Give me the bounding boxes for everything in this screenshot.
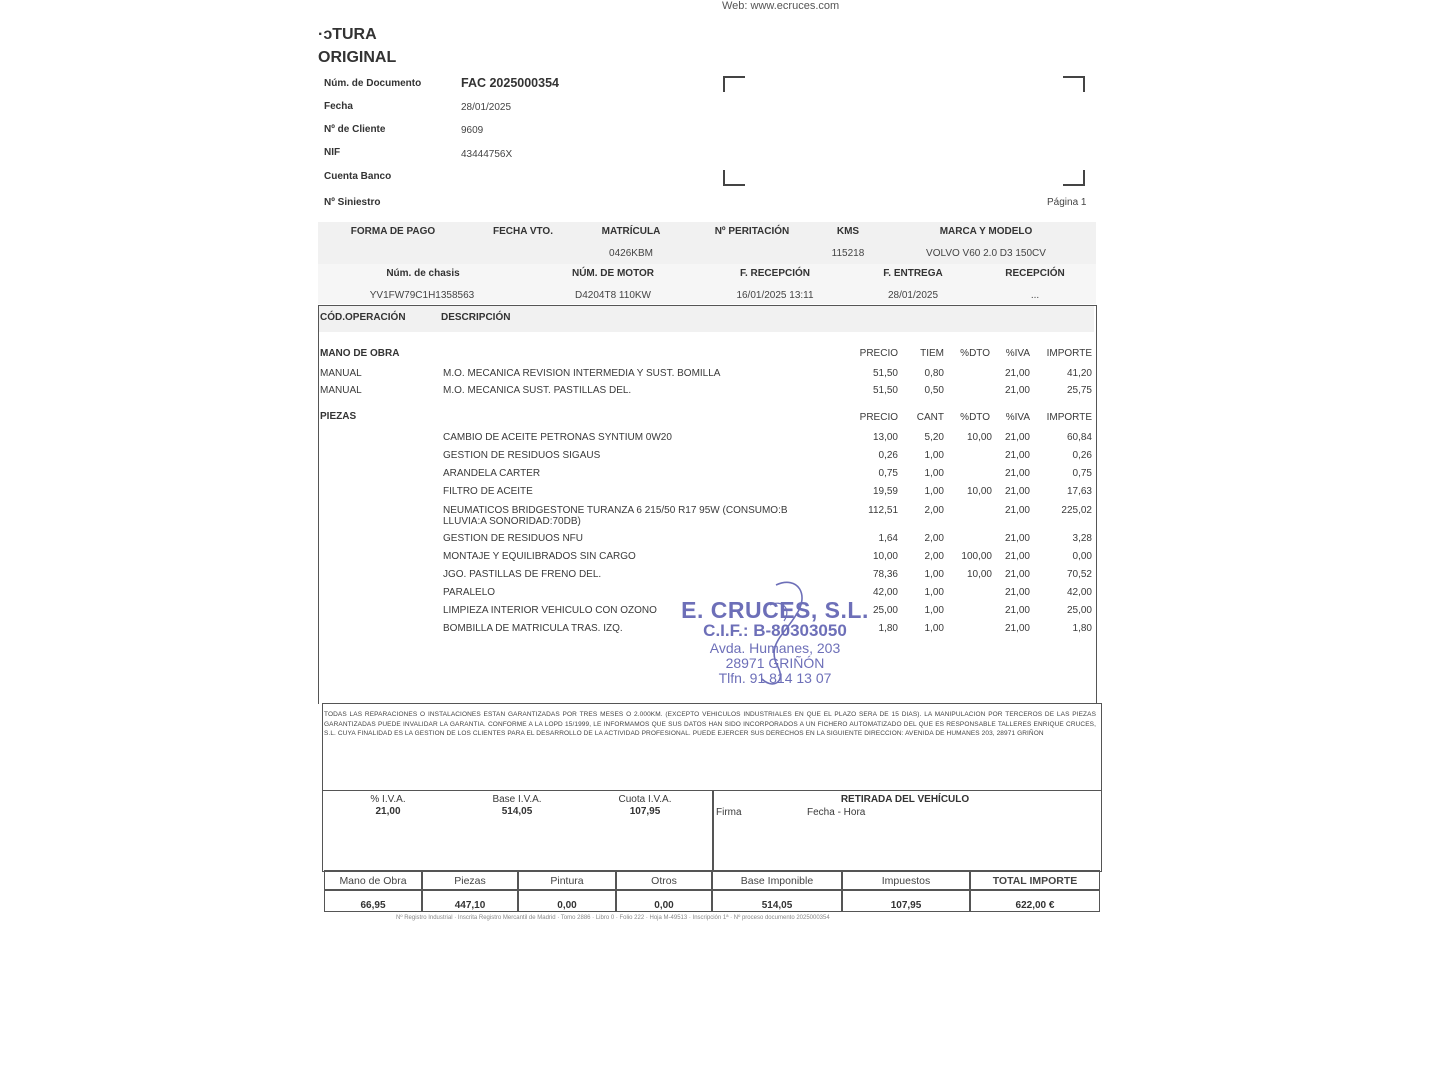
row-description-continued: LLUVIA:A SONORIDAD:70DB): [443, 516, 581, 527]
table-row: [0, 468, 1440, 484]
parts-discount-header: %DTO: [960, 412, 990, 423]
vh-reception-date-header: F. RECEPCIÓN: [739, 268, 810, 279]
row-vat: 21,00: [1004, 533, 1030, 544]
stamp-cif: C.I.F.: B-80303050: [703, 621, 847, 640]
row-qty: 0,80: [924, 368, 944, 379]
row-vat: 21,00: [1004, 605, 1030, 616]
row-vat: 21,00: [1004, 551, 1030, 562]
total-paint-header: Pintura: [550, 875, 584, 887]
total-other-header: Otros: [651, 875, 677, 887]
row-price: 0,75: [878, 468, 898, 479]
row-vat: 21,00: [1004, 569, 1030, 580]
row-description: CAMBIO DE ACEITE PETRONAS SYNTIUM 0W20: [443, 432, 672, 443]
total-base-header: Base Imponible: [740, 875, 814, 887]
row-amount: 25,75: [1066, 385, 1092, 396]
row-price: 25,00: [872, 605, 898, 616]
row-code: MANUAL: [320, 385, 362, 396]
row-description: NEUMATICOS BRIDGESTONE TURANZA 6 215/50 R17 95W (CONSUMO:B: [443, 505, 788, 516]
row-price: 51,50: [872, 385, 898, 396]
row-price: 78,36: [872, 569, 898, 580]
total-base-value: 514,05: [761, 900, 793, 911]
field-value-client: 9609: [461, 125, 484, 136]
row-description: PARALELO: [443, 587, 496, 598]
field-label-date: Fecha: [324, 101, 353, 112]
row-amount: 25,00: [1066, 605, 1092, 616]
row-qty: 2,00: [924, 533, 944, 544]
vh-kms-header: KMS: [836, 226, 860, 237]
vh-engine-header: NÚM. DE MOTOR: [571, 268, 655, 279]
table-row: [0, 569, 1440, 585]
vh-appraisal-header: Nº PERITACIÓN: [714, 226, 790, 237]
total-parts-value: 447,10: [454, 900, 486, 911]
row-price: 1,80: [878, 623, 898, 634]
row-qty: 1,00: [924, 623, 944, 634]
col-description-header: DESCRIPCIÓN: [441, 312, 511, 323]
labor-price-header: PRECIO: [859, 348, 898, 359]
field-value-date: 28/01/2025: [461, 102, 512, 113]
row-discount: 10,00: [966, 432, 992, 443]
row-discount: 10,00: [966, 486, 992, 497]
vh-due-date-header: FECHA VTO.: [492, 226, 553, 237]
row-price: 19,59: [872, 486, 898, 497]
parts-section-title: PIEZAS: [320, 411, 357, 422]
row-description: M.O. MECANICA SUST. PASTILLAS DEL.: [443, 385, 632, 396]
row-amount: 70,52: [1066, 569, 1092, 580]
row-qty: 5,20: [924, 432, 944, 443]
row-description: GESTION DE RESIDUOS SIGAUS: [443, 450, 601, 461]
row-description: ARANDELA CARTER: [443, 468, 541, 479]
pickup-signature-label: Firma: [716, 807, 742, 818]
table-row: [0, 432, 1440, 448]
vh-chassis-header: Núm. de chasis: [386, 268, 460, 279]
table-row: [0, 551, 1440, 567]
items-table-header-band: [319, 306, 1094, 332]
row-description: LIMPIEZA INTERIOR VEHICULO CON OZONO: [443, 605, 657, 616]
row-amount: 0,75: [1072, 468, 1092, 479]
total-labor-value: 66,95: [360, 900, 386, 911]
row-qty: 0,50: [924, 385, 944, 396]
vh-model-header: MARCA Y MODELO: [939, 226, 1033, 237]
total-labor-header: Mano de Obra: [339, 875, 407, 887]
row-description: GESTION DE RESIDUOS NFU: [443, 533, 584, 544]
row-description: FILTRO DE ACEITE: [443, 486, 533, 497]
row-description: M.O. MECANICA REVISION INTERMEDIA Y SUST. BOMILLA: [443, 368, 721, 379]
legal-text: TODAS LAS REPARACIONES O INSTALACIONES ESTAN GARANTIZADAS POR TRES MESES O 2.000KM. (EXCEPTO VEHICULOS INDUSTRIALES EN QUE EL PLAZO SERA DE 15 DIAS). LA MANIPULACION POR TERCEROS DE LAS PIEZAS GARANTIZADAS PUEDE INVALIDAR LA GARANTIA. CONFORME A LA LOPD 15/1999, LE INFORMAMOS QUE SUS DATOS HAN SIDO INCORPORADOS A UN FICHERO AUTOMATIZADO DEL QUE ES RESPONSABLE TALLERES ENRIQUE CRUCES, S.L. CUYA FINALIDAD ES LA GESTION DE LOS CLIENTES PARA EL DESARROLLO DE LA ACTIVIDAD PROFESIONAL. PUEDE EJERCER SUS DERECHOS EN LA SIGUIENTE DIRECCION: AVENIDA DE HUMANES 203, 28971 GRIÑON: [324, 711, 1096, 737]
labor-amount-header: IMPORTE: [1046, 348, 1092, 359]
table-row: [0, 450, 1440, 466]
row-amount: 225,02: [1061, 505, 1092, 516]
row-price: 112,51: [868, 505, 898, 516]
field-label-nif: NIF: [324, 147, 341, 158]
total-amount-value: 622,00 €: [1015, 900, 1055, 911]
table-row: [0, 486, 1440, 502]
row-price: 13,00: [872, 432, 898, 443]
doc-title-line2: ORIGINAL: [318, 49, 397, 66]
row-price: 10,00: [872, 551, 898, 562]
stamp-city: 28971 GRIÑÓN: [725, 655, 825, 671]
total-paint-value: 0,00: [557, 900, 577, 911]
row-qty: 1,00: [924, 587, 944, 598]
vat-amount-header: Cuota I.V.A.: [618, 794, 672, 805]
row-price: 51,50: [872, 368, 898, 379]
stamp-address: Avda. Humanes, 203: [709, 640, 841, 656]
footer-registry-text: Nº Registro Industrial · Inscrita Registro Mercantil de Madrid · Tomo 2886 · Libro 0 · Folio 222 · Hoja M-49513 · Inscripción 1ª · Nº proceso documento 2025000354: [396, 915, 830, 921]
row-qty: 2,00: [924, 505, 944, 516]
row-vat: 21,00: [1004, 468, 1030, 479]
row-amount: 3,28: [1072, 533, 1092, 544]
row-vat: 21,00: [1004, 450, 1030, 461]
row-qty: 1,00: [924, 605, 944, 616]
row-amount: 17,63: [1066, 486, 1092, 497]
stamp-company-name: E. CRUCES, S.L.: [681, 597, 869, 623]
row-qty: 1,00: [924, 486, 944, 497]
vh-delivery-date-value: 28/01/2025: [887, 290, 939, 301]
doc-title-line1: ·ɔTURA: [318, 26, 377, 43]
total-parts-header: Piezas: [454, 875, 486, 887]
pickup-title: RETIRADA DEL VEHÍCULO: [840, 794, 970, 805]
row-vat: 21,00: [1004, 368, 1030, 379]
website-text: Web: www.ecruces.com: [722, 0, 840, 12]
col-code-header: CÓD.OPERACIÓN: [320, 312, 406, 323]
table-row: [0, 533, 1440, 549]
vh-kms-value: 115218: [831, 248, 865, 259]
row-amount: 0,26: [1072, 450, 1092, 461]
pickup-datetime-label: Fecha - Hora: [807, 807, 866, 818]
vat-rate-value: 21,00: [375, 806, 401, 817]
parts-amount-header: IMPORTE: [1046, 412, 1092, 423]
window-corner-top-left: [723, 76, 745, 92]
vh-chassis-value: YV1FW79C1H1358563: [369, 290, 475, 301]
labor-time-header: TIEM: [920, 348, 944, 359]
row-code: MANUAL: [320, 368, 362, 379]
field-value-doc-number: FAC 2025000354: [461, 76, 559, 90]
row-qty: 1,00: [924, 569, 944, 580]
total-taxes-header: Impuestos: [881, 875, 931, 887]
stamp-phone: Tlfn. 91 814 13 07: [718, 670, 832, 686]
table-row: [0, 368, 1440, 384]
field-label-claim: Nº Siniestro: [324, 197, 381, 208]
page-number: Página 1: [1047, 197, 1087, 208]
table-row: [0, 385, 1440, 401]
row-price: 42,00: [872, 587, 898, 598]
row-amount: 0,00: [1072, 551, 1092, 562]
field-label-client: Nº de Cliente: [324, 124, 386, 135]
labor-discount-header: %DTO: [960, 348, 990, 359]
row-vat: 21,00: [1004, 505, 1030, 516]
window-corner-bottom-right: [1063, 170, 1085, 186]
row-amount: 60,84: [1066, 432, 1092, 443]
vat-base-value: 514,05: [501, 806, 533, 817]
vh-delivery-date-header: F. ENTREGA: [883, 268, 943, 279]
row-amount: 41,20: [1066, 368, 1092, 379]
row-description: JGO. PASTILLAS DE FRENO DEL.: [443, 569, 602, 580]
vh-payment-header: FORMA DE PAGO: [350, 226, 436, 237]
vh-plate-value: 0426KBM: [609, 248, 653, 259]
parts-vat-header: %IVA: [1005, 412, 1030, 423]
row-description: MONTAJE Y EQUILIBRADOS SIN CARGO: [443, 551, 636, 562]
row-discount: 100,00: [961, 551, 992, 562]
row-price: 0,26: [878, 450, 898, 461]
row-vat: 21,00: [1004, 385, 1030, 396]
labor-section-title: MANO DE OBRA: [320, 348, 400, 359]
row-vat: 21,00: [1004, 623, 1030, 634]
parts-qty-header: CANT: [916, 412, 944, 423]
vat-amount-value: 107,95: [629, 806, 661, 817]
vh-reception-date-value: 16/01/2025 13:11: [736, 290, 814, 301]
row-amount: 1,80: [1072, 623, 1092, 634]
vh-engine-value: D4204T8 110KW: [575, 290, 651, 301]
vat-rate-header: % I.V.A.: [370, 794, 406, 805]
row-amount: 42,00: [1066, 587, 1092, 598]
row-qty: 1,00: [924, 468, 944, 479]
row-price: 1,64: [878, 533, 898, 544]
row-vat: 21,00: [1004, 432, 1030, 443]
row-description: BOMBILLA DE MATRICULA TRAS. IZQ.: [443, 623, 623, 634]
vh-plate-header: MATRÍCULA: [601, 226, 661, 237]
vat-base-header: Base I.V.A.: [492, 794, 542, 805]
vh-model-value: VOLVO V60 2.0 D3 150CV: [926, 248, 1046, 259]
labor-vat-header: %IVA: [1005, 348, 1030, 359]
total-other-value: 0,00: [654, 900, 674, 911]
field-value-nif: 43444756X: [461, 149, 513, 160]
table-row: [0, 505, 1440, 527]
row-qty: 2,00: [924, 551, 944, 562]
window-corner-bottom-left: [723, 170, 745, 186]
row-vat: 21,00: [1004, 486, 1030, 497]
row-vat: 21,00: [1004, 587, 1030, 598]
field-label-bank: Cuenta Banco: [324, 171, 392, 182]
parts-price-header: PRECIO: [859, 412, 898, 423]
row-discount: 10,00: [966, 569, 992, 580]
field-label-doc-number: Núm. de Documento: [324, 78, 422, 89]
window-corner-top-right: [1063, 76, 1085, 92]
total-taxes-value: 107,95: [890, 900, 922, 911]
vh-reception-header: RECEPCIÓN: [1005, 268, 1065, 279]
vh-reception-value: ...: [1030, 290, 1040, 301]
row-qty: 1,00: [924, 450, 944, 461]
total-amount-header: TOTAL IMPORTE: [992, 875, 1078, 887]
